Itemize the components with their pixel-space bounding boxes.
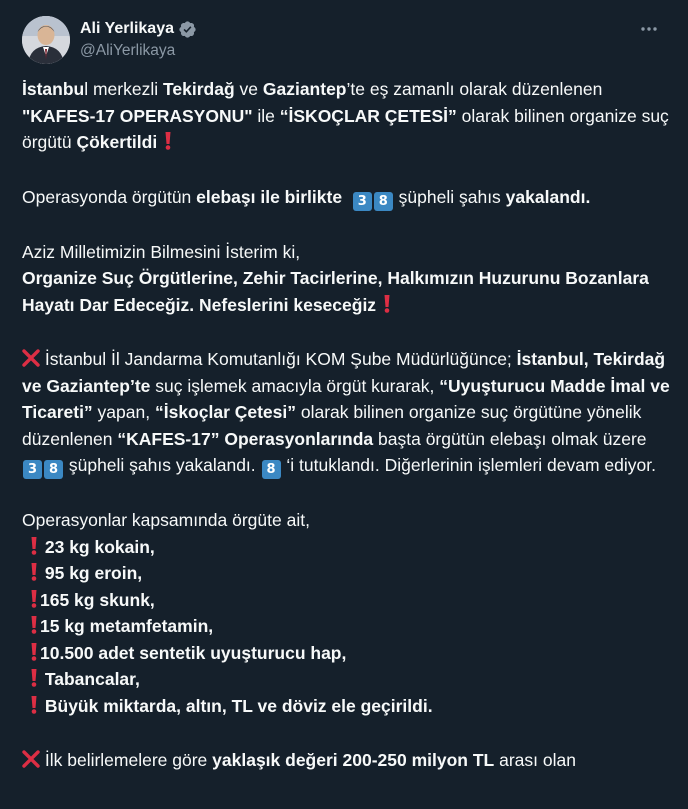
paragraph-5 <box>22 507 670 719</box>
list-item <box>22 534 670 561</box>
paragraph-2 <box>22 184 670 211</box>
paragraph-3 <box>22 239 670 319</box>
text-span: Operasyonlar kapsamında örgüte ait, <box>22 510 310 530</box>
list-item <box>22 640 670 667</box>
text-span: suç işlemek amacıyla örgüt kurarak, <box>150 375 440 396</box>
list-item-text: Büyük miktarda, altın, TL ve döviz ele geçirildi. <box>40 695 433 716</box>
text-span: İstanbu <box>22 79 85 99</box>
text-span: “KAFES-17” Operasyonlarında <box>117 428 374 449</box>
keycap-digit-icon: 8 <box>374 192 393 211</box>
list-item <box>22 560 670 587</box>
exclamation-icon <box>162 131 174 151</box>
exclamation-icon <box>28 562 40 582</box>
keycap-digit-icon: 8 <box>262 460 281 479</box>
cross-mark-icon <box>22 348 40 366</box>
exclamation-icon <box>28 589 40 609</box>
exclamation-icon <box>28 695 40 715</box>
text-span: elebaşı ile birlikte <box>196 186 343 207</box>
text-span: “İSKOÇLAR ÇETESİ” <box>279 105 457 126</box>
list-item <box>22 693 670 720</box>
avatar-image <box>22 16 70 64</box>
text-span: ve <box>234 79 263 99</box>
list-item-text: 23 kg kokain, <box>40 536 155 557</box>
text-span: yapan, <box>92 402 155 422</box>
tweet-text <box>22 76 670 774</box>
text-span: Tekirdağ <box>163 79 235 99</box>
exclamation-icon <box>28 615 40 635</box>
cross-mark-icon <box>22 749 40 767</box>
list-item-text: 15 kg metamfetamin, <box>40 616 214 636</box>
list-item-text: Tabancalar, <box>40 669 140 689</box>
keycap-digit-icon: 8 <box>44 460 63 479</box>
verified-badge-icon[interactable] <box>178 20 197 39</box>
list-item <box>22 666 670 693</box>
text-span: olarak bilinen organize suç örgütüne yönelik düzenlenen <box>22 402 642 449</box>
exclamation-icon <box>381 294 393 314</box>
author-handle[interactable]: @AliYerlikaya <box>80 42 176 59</box>
avatar[interactable] <box>22 16 70 64</box>
text-span: Çökertildi <box>76 132 158 152</box>
keycap-digit-icon: 3 <box>23 460 42 479</box>
text-span: şüpheli şahıs yakalandı. <box>64 455 261 475</box>
text-span: Operasyonda örgütün <box>22 186 197 207</box>
text-span: “Uyuşturucu Madde İmal ve Ticareti” <box>22 375 670 422</box>
list-item-text: 95 kg eroin, <box>40 563 143 583</box>
text-span: "KAFES-17 OPERASYONU" <box>22 105 253 126</box>
exclamation-icon <box>28 536 40 556</box>
text-span: İlk belirlemelere göre <box>40 750 213 770</box>
text-span: ’te eş zamanlı olarak düzenlenen <box>346 79 603 99</box>
text-span: İstanbul, Tekirdağ ve Gaziantep’te <box>22 349 666 396</box>
text-span: ile <box>252 105 280 126</box>
author-name[interactable]: Ali Yerlikaya <box>80 20 174 37</box>
list-item <box>22 613 670 640</box>
text-span: Gaziantep <box>262 79 347 99</box>
text-span: ‘i tutuklandı. Diğerlerinin işlemleri devam ediyor. <box>281 455 656 475</box>
text-span: başta örgütün elebaşı olmak üzere <box>373 428 647 449</box>
text-span: şüpheli şahıs <box>393 186 506 207</box>
list-item-text: 10.500 adet sentetik uyuşturucu hap, <box>40 642 347 663</box>
paragraph-4 <box>22 346 670 479</box>
text-span: olarak bilinen organize suç örgütü <box>22 105 669 152</box>
paragraph-6 <box>22 747 670 774</box>
text-span: yaklaşık değeri 200-250 milyon TL <box>212 750 495 770</box>
paragraph-1 <box>22 76 670 156</box>
more-options-icon[interactable] <box>638 20 660 38</box>
keycap-digit-icon: 3 <box>353 192 372 211</box>
text-span: “İskoçlar Çetesi” <box>154 402 297 422</box>
text-span: yakalandı. <box>505 186 591 207</box>
tweet-header <box>22 16 666 64</box>
author-block <box>80 19 197 60</box>
text-span: İstanbul İl Jandarma Komutanlığı KOM Şube Müdürlüğünce; <box>40 349 517 369</box>
list-item-text: 165 kg skunk, <box>40 589 155 610</box>
text-span: arası olan <box>494 750 576 770</box>
exclamation-icon <box>28 642 40 662</box>
exclamation-icon <box>28 668 40 688</box>
text-span: l merkezli <box>84 79 163 99</box>
text-span: Aziz Milletimizin Bilmesini İsterim ki, <box>22 241 301 262</box>
text-span: Organize Suç Örgütlerine, Zehir Tacirlerine, Halkımızın Huzurunu Bozanlara Hayatı Dar Edeceğiz. Nefeslerini keseceğiz <box>22 268 649 315</box>
list-item <box>22 587 670 614</box>
